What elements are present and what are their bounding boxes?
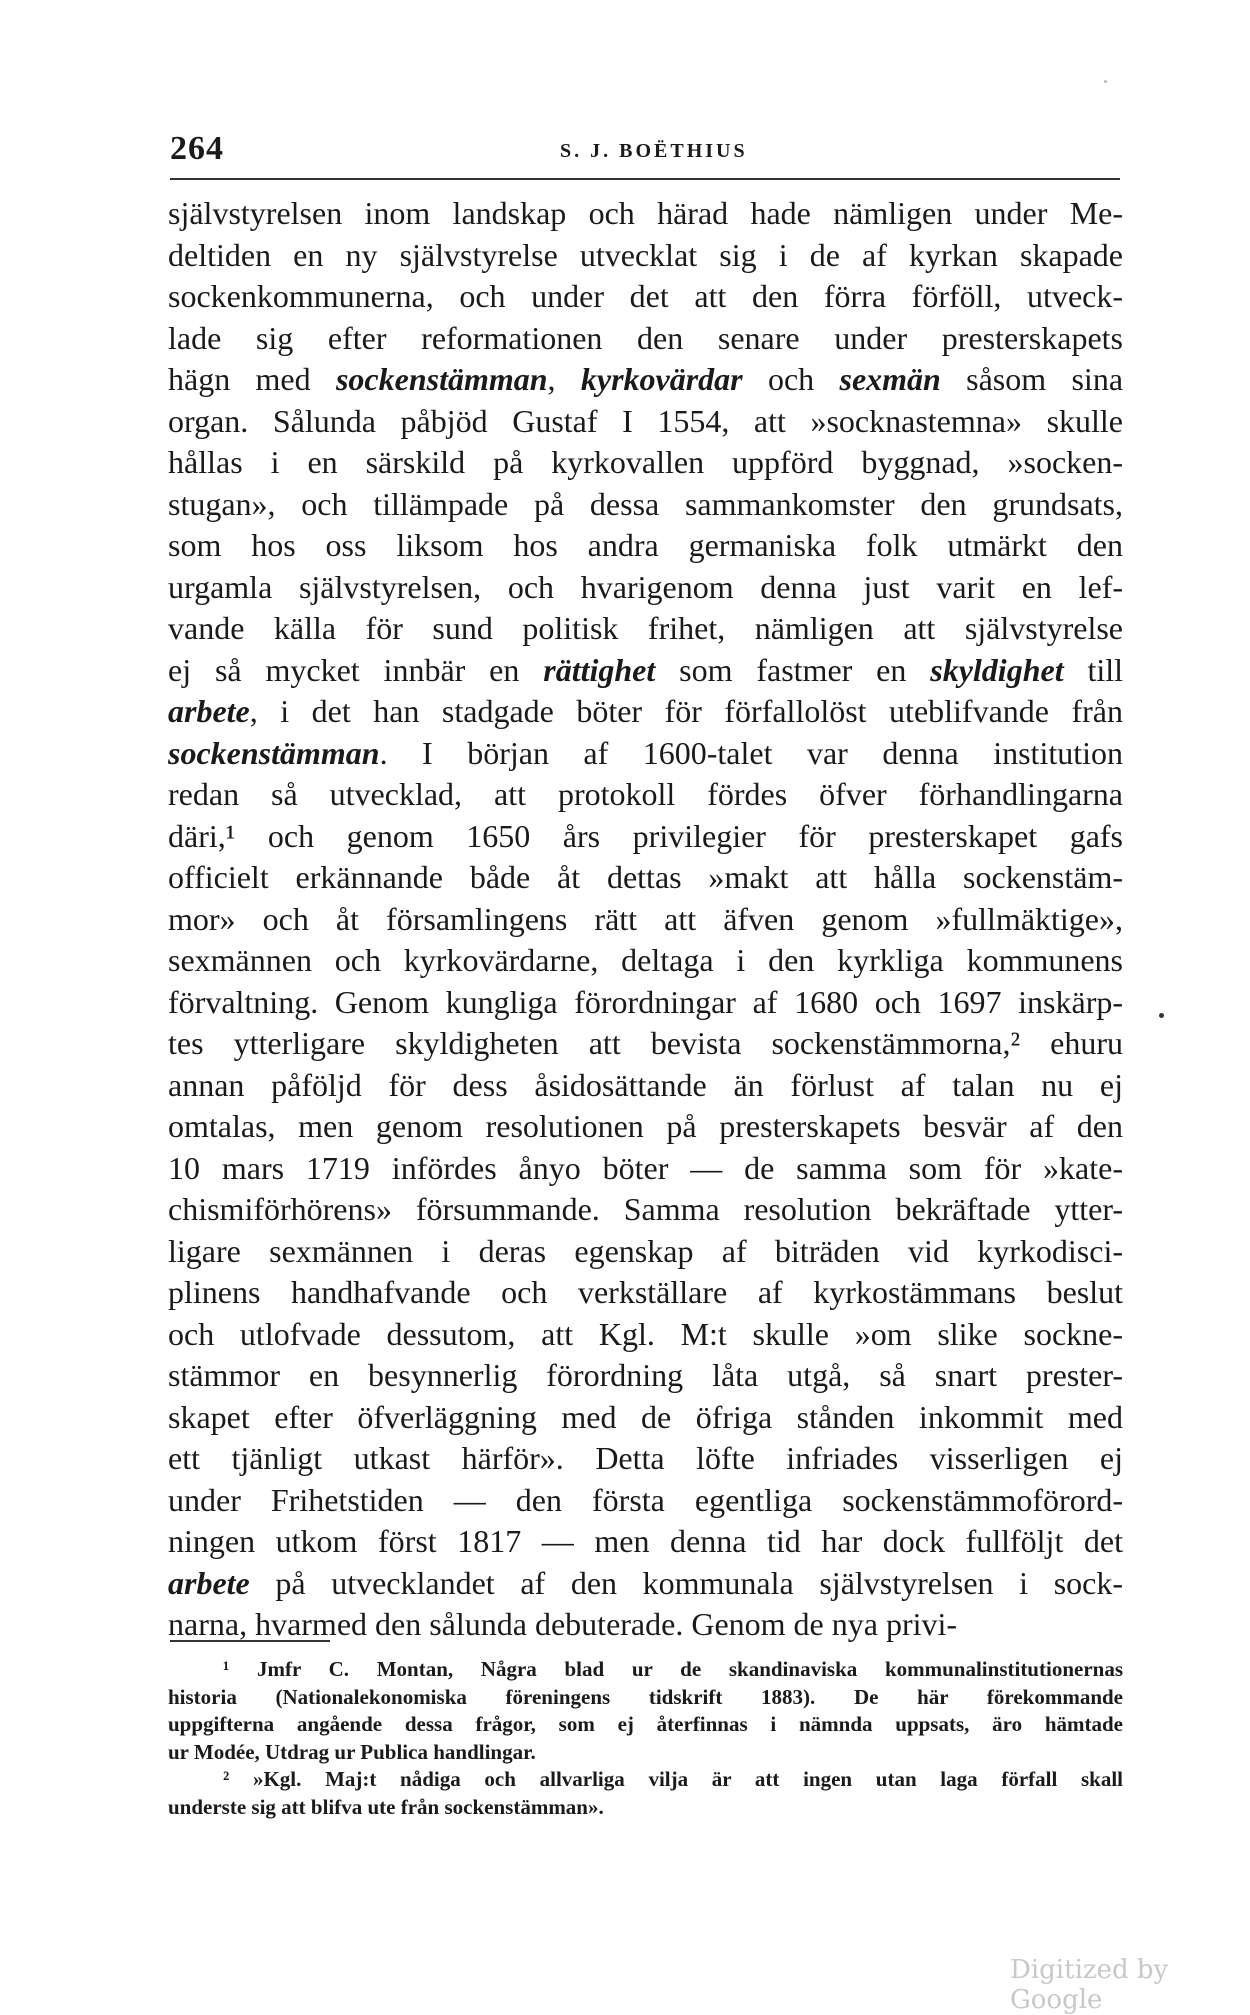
- text-line: plinens handhafvande och verkställare af kyrkostämmans beslut: [168, 1274, 1123, 1310]
- text-line: stämmor en besynnerlig förordning låta utgå, så snart prester-: [168, 1357, 1123, 1393]
- running-head: [170, 130, 1120, 170]
- italic-term: rättighet: [543, 651, 656, 688]
- text-line: redan så utvecklad, att protokoll fördes öfver förhandlingarna: [168, 776, 1123, 812]
- text-line: hållas i en särskild på kyrkovallen uppförd byggnad, »socken-: [168, 444, 1123, 480]
- text-line: officielt erkännande både åt dettas »makt att hålla sockenstäm-: [168, 859, 1123, 895]
- text-line: tes ytterligare skyldigheten att bevista sockenstämmorna,² ehuru: [168, 1025, 1123, 1061]
- text-line: hägn med sockenstämman, kyrkovärdar och sexmän såsom sina: [168, 361, 1124, 397]
- footnote-line: ur Modée, Utdrag ur Publica handlingar.: [168, 1739, 536, 1764]
- text-line: arbete, i det han stadgade böter för förfallolöst uteblifvande från: [168, 693, 1123, 729]
- footnote-line: ² »Kgl. Maj:t nådiga och allvarliga vilja är att ingen utan laga förfall skall: [223, 1767, 1123, 1791]
- header-rule: [170, 178, 1120, 180]
- text-line: ett tjänligt utkast härför». Detta löfte infriades visserligen ej: [168, 1440, 1123, 1476]
- italic-term: skyldighet: [930, 651, 1064, 688]
- italic-term: sockenstämman: [335, 361, 548, 397]
- text-line: självstyrelsen inom landskap och härad hade nämligen under Me-: [168, 195, 1123, 231]
- digitized-watermark: Digitized by Google: [1010, 1955, 1169, 2015]
- text-line: ej så mycket innbär en rättighet som fastmer en skyldighet till: [168, 651, 1124, 688]
- italic-term: sockenstämman: [168, 734, 380, 771]
- footnotes: [168, 1656, 1123, 1821]
- page-number: 264: [170, 130, 224, 167]
- text-line: förvaltning. Genom kungliga förordningar af 1680 och 1697 inskärp-: [168, 983, 1123, 1020]
- text-line: under Frihetstiden — den första egentliga sockenstämmoförord-: [168, 1481, 1123, 1518]
- text-line: skapet efter öfverläggning med de öfriga stånden inkommit med: [168, 1398, 1123, 1435]
- text-line: och utlofvade dessutom, att Kgl. M:t skulle »om slike sockne-: [168, 1315, 1123, 1352]
- footnote-line: historia (Nationalekonomiska föreningens tidskrift 1883). De här förekommande: [168, 1684, 1123, 1709]
- text-line: sockenkommunerna, och under det att den förra förföll, utveck-: [168, 278, 1123, 314]
- footnote-line: uppgifterna angående dessa frågor, som ej återfinnas i nämnda uppsats, äro hämtade: [168, 1712, 1123, 1736]
- text-line: arbete på utvecklandet af den kommunala självstyrelsen i sock-: [168, 1564, 1123, 1601]
- print-speck: [1159, 1013, 1164, 1018]
- text-line: narna, hvarmed den sålunda debuterade. Genom de nya privi-: [168, 1606, 958, 1642]
- text-line: vande källa för sund politisk frihet, nämligen att självstyrelse: [168, 610, 1123, 646]
- text-line: urgamla självstyrelsen, och hvarigenom denna just varit en lef-: [168, 568, 1123, 605]
- text-line: mor» och åt församlingens rätt att äfven genom »fullmäktige»,: [168, 900, 1123, 937]
- body-text: [168, 193, 1123, 1646]
- italic-term: arbete: [168, 1564, 250, 1601]
- text-line: däri,¹ och genom 1650 års privilegier för presterskapet gafs: [168, 817, 1123, 854]
- footnote-rule: [170, 1640, 330, 1642]
- footnote-line: underste sig att blifva ute från sockenstämman».: [168, 1794, 604, 1819]
- text-line: deltiden en ny självstyrelse utvecklat sig i de af kyrkan skapade: [168, 236, 1123, 273]
- text-line: som hos oss liksom hos andra germaniska folk utmärkt den: [168, 527, 1123, 563]
- italic-term: kyrkovärdar: [580, 361, 743, 397]
- print-speck: [1104, 80, 1107, 83]
- text-line: omtalas, men genom resolutionen på presterskapets besvär af den: [168, 1108, 1123, 1144]
- text-line: ligare sexmännen i deras egenskap af biträden vid kyrkodisci-: [168, 1232, 1123, 1269]
- text-line: lade sig efter reformationen den senare under presterskapets: [168, 319, 1123, 356]
- text-line: ningen utkom först 1817 — men denna tid har dock fullföljt det: [168, 1523, 1123, 1559]
- text-line: chismiförhörens» försummande. Samma resolution bekräftade ytter-: [168, 1191, 1123, 1227]
- text-line: sexmännen och kyrkovärdarne, deltaga i den kyrkliga kommunens: [168, 942, 1123, 978]
- text-line: sockenstämman. I början af 1600-talet var denna institution: [168, 734, 1123, 771]
- text-line: 10 mars 1719 infördes ånyo böter — de samma som för »kate-: [168, 1149, 1123, 1186]
- italic-term: arbete: [168, 693, 250, 729]
- running-head-author: S. J. BOËTHIUS: [560, 140, 748, 162]
- text-line: organ. Sålunda påbjöd Gustaf I 1554, att »socknastemna» skulle: [168, 402, 1123, 439]
- footnote-line: ¹ Jmfr C. Montan, Några blad ur de skandinaviska kommunalinstitutionernas: [223, 1657, 1123, 1681]
- text-line: annan påföljd för dess åsidosättande än förlust af talan nu ej: [168, 1066, 1123, 1103]
- text-line: stugan», och tillämpade på dessa sammankomster den grundsats,: [168, 485, 1123, 522]
- italic-term: sexmän: [839, 361, 941, 397]
